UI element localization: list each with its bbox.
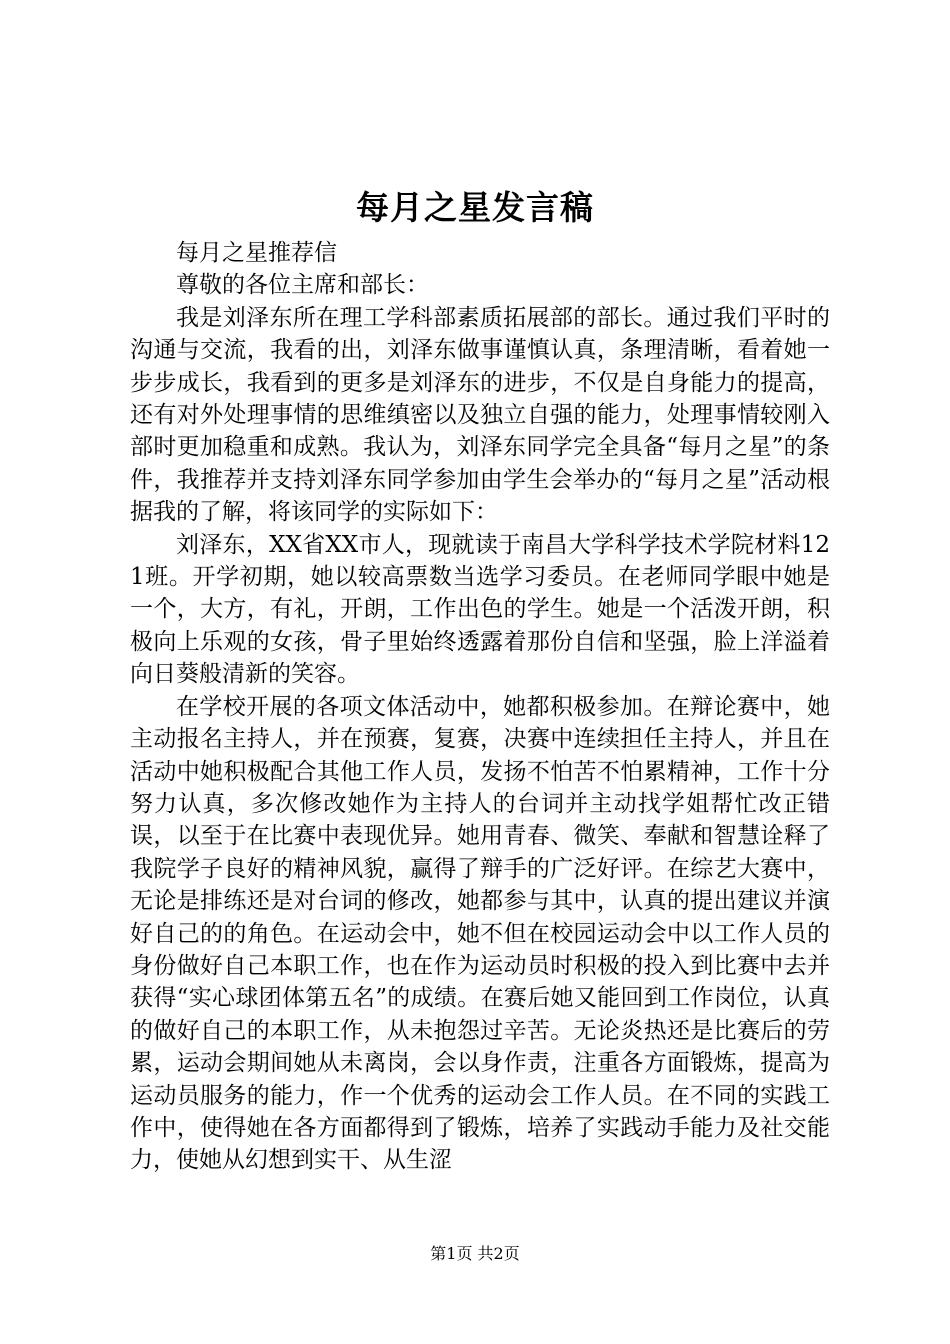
document-title: 每月之星发言稿 xyxy=(356,188,594,227)
paragraph-recommendation-heading: 每月之星推荐信 xyxy=(176,240,337,266)
paragraph-background: 刘泽东，XX省XX市人，现就读于南昌大学科学技术学院材料121班。开学初期，她以较高票数当选学习委员。在老师同学眼中她是一个，大方，有礼，开朗，工作出色的学生。她是一个活泼开朗，积极向上乐观的女孩，骨子里始终透露着那份自信和坚强，脸上洋溢着向日葵般清新的笑容。 xyxy=(130,531,830,688)
paragraph-salutation: 尊敬的各位主席和部长： xyxy=(176,272,429,299)
page-number-footer: 第1页 共2页 xyxy=(430,1244,520,1263)
paragraph-introduction: 我是刘泽东所在理工学科部素质拓展部的部长。通过我们平时的沟通与交流，我看的出，刘泽东做事谨慎认真，条理清晰，看着她一步步成长，我看到的更多是刘泽东的进步，不仅是自身能力的提高，还有对外处理事情的思维缜密以及独立自强的能力，处理事情较刚入部时更加稳重和成熟。我认为，刘泽东同学完全具备“每月之星”的条件，我推荐并支持刘泽东同学参加由学生会举办的“每月之星”活动根据我的了解，将该同学的实际如下： xyxy=(130,304,830,526)
document-body xyxy=(130,237,830,1177)
paragraph-activities: 在学校开展的各项文体活动中，她都积极参加。在辩论赛中，她主动报名主持人，并在预赛，复赛，决赛中连续担任主持人，并且在活动中她积极配合其他工作人员，发扬不怕苦不怕累精神，工作十分努力认真，多次修改她作为主持人的台词并主动找学姐帮忙改正错误，以至于在比赛中表现优异。她用青春、微笑、奉献和智慧诠释了我院学子良好的精神风貌，赢得了辩手的广泛好评。在综艺大赛中，无论是排练还是对台词的修改，她都参与其中，认真的提出建议并演好自己的的角色。在运动会中，她不但在校园运动会中以工作人员的身份做好自己本职工作，也在作为运动员时积极的投入到比赛中去并获得“实心球团体第五名”的成绩。在赛后她又能回到工作岗位，认真的做好自己的本职工作，从未抱怨过辛苦。无论炎热还是比赛后的劳累，运动会期间她从未离岗，会以身作责，注重各方面锻炼，提高为运动员服务的能力，作一个优秀的运动会工作人员。在不同的实践工作中，使得她在各方面都得到了锻炼，培养了实践动手能力及社交能力，使她从幻想到实干、从生涩 xyxy=(130,693,830,1174)
